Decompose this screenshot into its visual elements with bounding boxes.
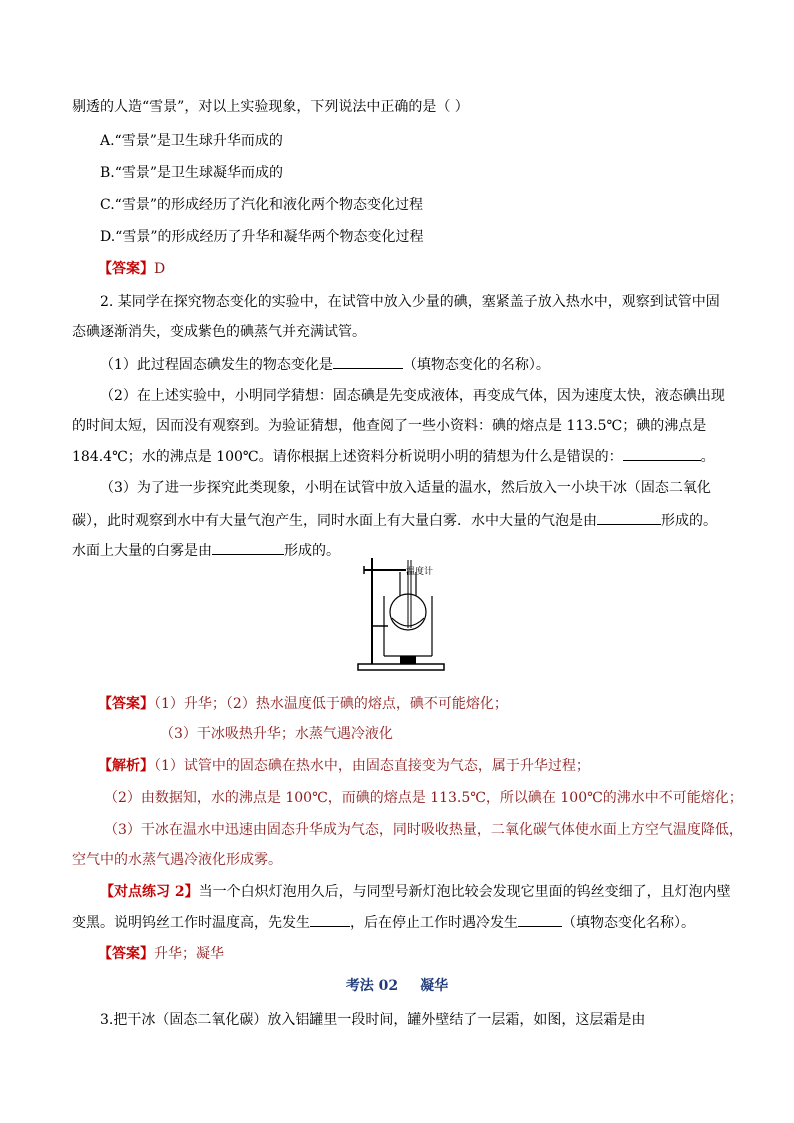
- analysis-tag: 【解析】: [98, 758, 154, 774]
- q1-option-c: C.“雪景”的形成经历了汽化和液化两个物态变化过程: [100, 197, 423, 213]
- q2-sub3-line1: （3）为了进一步探究此类现象，小明在试管中放入适量的温水，然后放入一小块干冰（固态二氧化: [100, 480, 711, 496]
- q3-line1: 3.把干冰（固态二氧化碳）放入铝罐里一段时间，罐外壁结了一层霜，如图，这层霜是由: [100, 1012, 646, 1028]
- answer-value: D: [154, 261, 166, 277]
- q2-sub1-text-end: （填物态变化的名称）。: [402, 357, 550, 373]
- fill-blank: [333, 354, 403, 369]
- practice2-text-b: ，后在停止工作时遇冷发生: [350, 915, 518, 931]
- q2-sub2-line3: [72, 446, 715, 466]
- q1-option-d: D.“雪景”的形成经历了升华和凝华两个物态变化过程: [100, 229, 424, 245]
- q2-sub3-line2-end: 形成的。: [661, 513, 717, 529]
- q2-sub3-line2-text: 碳），此时观察到水中有大量气泡产生，同时水面上有大量白雾．水中大量的气泡是由: [72, 513, 597, 529]
- q1-option-a: A.“雪景”是卫生球升华而成的: [100, 133, 283, 149]
- fill-blank: [597, 510, 661, 525]
- q2-sub3-line3-end: 形成的。: [284, 543, 340, 559]
- q2-sub2-line3-text: 184.4℃；水的沸点是 100℃。请你根据上述资料分析说明小明的猜想为什么是错误的：: [72, 449, 623, 465]
- q2-stem-line1: 2. 某同学在探究物态变化的实验中，在试管中放入少量的碘，塞紧盖子放入热水中，观察到试管中固: [100, 294, 720, 310]
- practice2-text: 当一个白炽灯泡用久后，与同型号新灯泡比较会发现它里面的钨丝变细了，且灯泡内壁: [198, 884, 731, 900]
- q2-stem-line2: 态碘逐渐消失，变成紫色的碘蒸气并充满试管。: [72, 324, 366, 340]
- answer-tag: 【答案】: [98, 696, 154, 712]
- q2-analysis-line4: 空气中的水蒸气遇冷液化形成雾。: [72, 852, 282, 868]
- q1-intro-tail: 剔透的人造“雪景”，对以上实验现象，下列说法中正确的是（ ）: [72, 99, 469, 115]
- practice-tag: 【对点练习 2】: [100, 884, 199, 900]
- q2-sub3-line2: [72, 510, 717, 530]
- answer-tag: 【答案】: [98, 946, 154, 962]
- practice2-text-a: 变黑。说明钨丝工作时温度高，先发生: [72, 915, 310, 931]
- practice2-answer: [98, 944, 224, 964]
- figure-label: 温度计: [406, 567, 434, 577]
- q2-answer-line2: （3）干冰吸热升华；水蒸气遇冷液化: [160, 726, 393, 742]
- q2-analysis-line3: （3）干冰在温水中迅速由固态升华成为气态，同时吸收热量，二氧化碳气体使水面上方空气温度降低，: [104, 822, 743, 838]
- q2-sub2-line3-end: 。: [700, 449, 715, 465]
- practice2-text-c: （填物态变化名称）。: [562, 915, 695, 931]
- fill-blank: [518, 912, 562, 927]
- practice2-line2: [72, 912, 695, 932]
- answer-text: 升华；凝华: [154, 946, 224, 962]
- analysis-text: （1）试管中的固态碘在热水中，由固态直接变为气态，属于升华过程；: [154, 758, 590, 774]
- answer-tag: 【答案】: [98, 261, 154, 277]
- practice2-line1: [100, 882, 731, 902]
- q2-sub2-line1: （2）在上述实验中，小明同学猜想：固态碘是先变成液体，再变成气体，因为速度太快，液态碘出现: [100, 388, 725, 404]
- q1-option-b: B.“雪景”是卫生球凝华而成的: [100, 165, 284, 181]
- q1-answer: [98, 259, 165, 279]
- q2-sub1-text: （1）此过程固态碘发生的物态变化是: [100, 357, 333, 373]
- q2-sub3-line3: [72, 540, 340, 560]
- section-title: 凝华: [420, 978, 449, 994]
- q2-sub1: [100, 354, 550, 374]
- q2-sub3-line3-text: 水面上大量的白雾是由: [72, 543, 212, 559]
- answer-text: （1）升华；（2）热水温度低于碘的熔点，碘不可能熔化；: [154, 696, 508, 712]
- q2-sub2-line2: 的时间太短，因而没有观察到。为验证猜想，他查阅了一些小资料：碘的熔点是 113.5℃；碘的沸点是: [72, 418, 707, 434]
- fill-blank: [310, 912, 350, 927]
- q2-analysis-line1: [98, 756, 590, 776]
- apparatus-figure: [356, 556, 446, 676]
- section-number: 考法 02: [345, 978, 399, 994]
- fill-blank: [212, 540, 284, 555]
- q2-analysis-line2: （2）由数据知，水的沸点是 100℃，而碘的熔点是 113.5℃，所以碘在 100℃的沸水中不可能熔化；: [104, 790, 743, 806]
- fill-blank: [623, 446, 701, 461]
- q2-answer-line1: [98, 694, 508, 714]
- section-heading: [0, 976, 794, 996]
